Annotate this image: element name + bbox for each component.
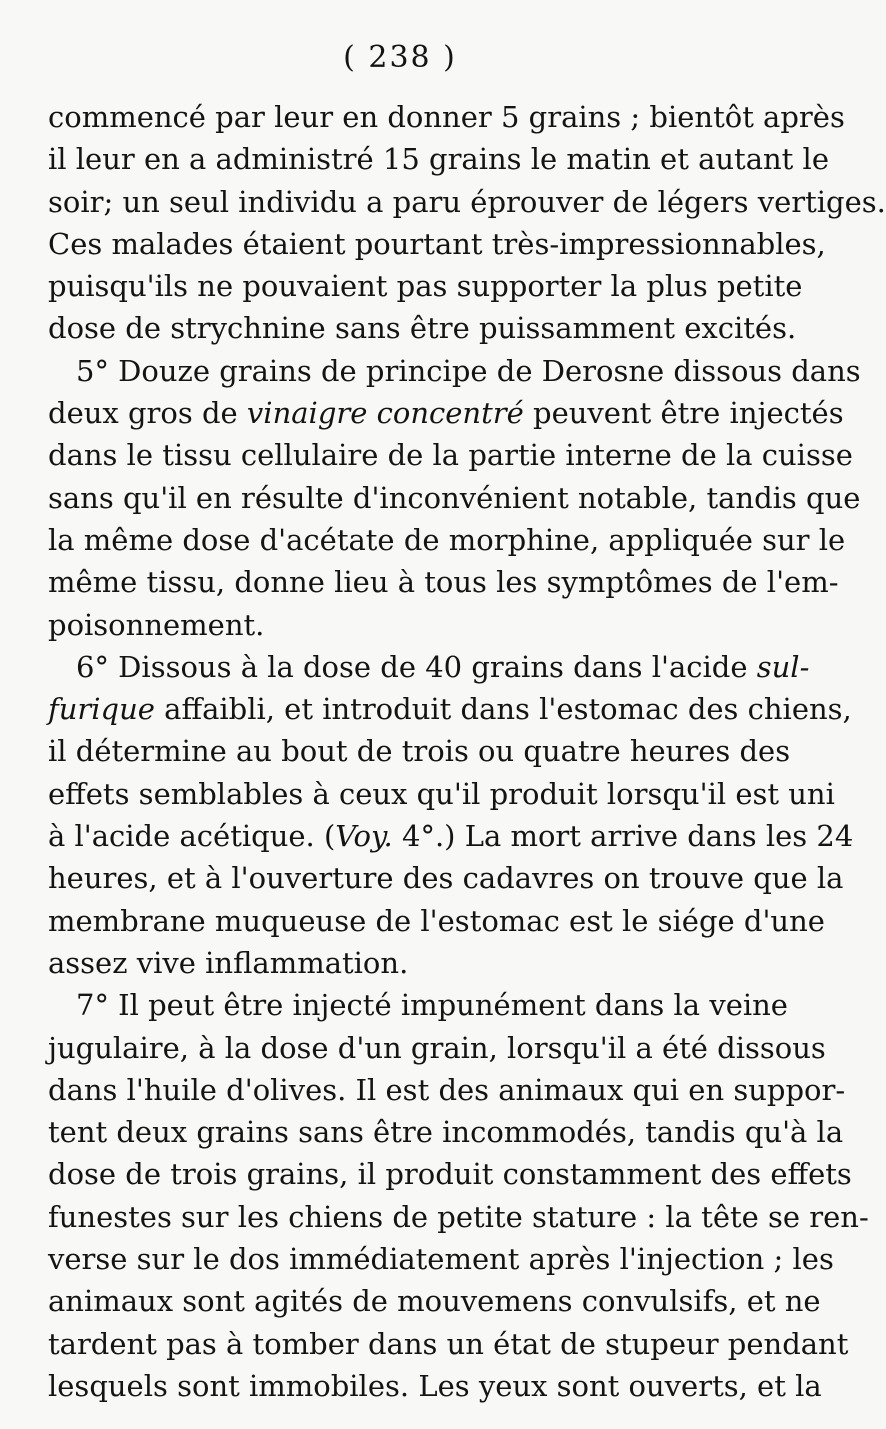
text-line: jugulaire, à la dose d'un grain, lorsqu'il a été dissous — [48, 1030, 826, 1065]
text-fragment: deux gros de — [48, 396, 247, 431]
paragraph-continuation — [48, 96, 886, 350]
text-fragment: 4°.) La mort arrive dans les 24 — [392, 819, 854, 854]
text-line: verse sur le dos immédiatement après l'injection ; les — [48, 1242, 834, 1277]
text-line: la même dose d'acétate de morphine, appliquée sur le — [48, 522, 846, 557]
text-fragment: peuvent être injectés — [523, 396, 844, 431]
paragraph-7 — [48, 984, 869, 1407]
italic-word: furique — [48, 692, 155, 727]
text-line: dans le tissu cellulaire de la partie interne de la cuisse — [48, 438, 853, 473]
text-line: il leur en a administré 15 grains le matin et autant le — [48, 142, 829, 177]
text-line: membrane muqueuse de l'estomac est le siége d'une — [48, 903, 825, 938]
text-line: dose de strychnine sans être puissamment excités. — [48, 311, 797, 346]
paragraph-6 — [48, 646, 854, 984]
text-line — [48, 688, 852, 730]
paragraph-5 — [48, 350, 861, 646]
text-line: animaux sont agités de mouvemens convulsifs, et ne — [48, 1284, 821, 1319]
text-line — [48, 815, 854, 857]
text-line: assez vive inflammation. — [48, 945, 409, 980]
text-line: puisqu'ils ne pouvaient pas supporter la plus petite — [48, 269, 803, 304]
text-fragment: affaibli, et introduit dans l'estomac des chiens, — [154, 692, 852, 727]
text-line: poisonnement. — [48, 607, 265, 642]
body-text — [48, 96, 886, 1407]
text-line: lesquels sont immobiles. Les yeux sont ouverts, et la — [48, 1368, 822, 1403]
text-line: sans qu'il en résulte d'inconvénient notable, tandis que — [48, 480, 861, 515]
text-fragment: 6° Dissous à la dose de 40 grains dans l'acide — [76, 649, 757, 684]
text-line: Ces malades étaient pourtant très-impressionnables, — [48, 226, 826, 261]
italic-phrase: vinaigre concentré — [246, 396, 524, 431]
italic-word: sul- — [756, 649, 810, 684]
text-line: commencé par leur en donner 5 grains ; bientôt après — [48, 100, 845, 134]
text-line — [48, 392, 844, 434]
text-line: tent deux grains sans être incommodés, tandis qu'à la — [48, 1115, 844, 1150]
text-line: tardent pas à tomber dans un état de stupeur pendant — [48, 1326, 849, 1361]
text-line: il détermine au bout de trois ou quatre heures des — [48, 734, 791, 769]
text-line: soir; un seul individu a paru éprouver de légers vertiges. — [48, 184, 886, 219]
text-line: heures, et à l'ouverture des cadavres on trouve que la — [48, 861, 844, 896]
text-line: même tissu, donne lieu à tous les symptômes de l'em- — [48, 565, 839, 600]
text-line: funestes sur les chiens de petite stature : la tête se ren- — [48, 1199, 869, 1234]
text-line: effets semblables à ceux qu'il produit lorsqu'il est uni — [48, 776, 835, 811]
page-number: ( 238 ) — [343, 40, 457, 75]
italic-word: Voy. — [335, 819, 393, 854]
text-line: 5° Douze grains de principe de Derosne dissous dans — [76, 353, 861, 388]
text-line: dans l'huile d'olives. Il est des animaux qui en suppor- — [48, 1072, 846, 1107]
text-line: 7° Il peut être injecté impunément dans la veine — [76, 988, 788, 1023]
text-line: dose de trois grains, il produit constamment des effets — [48, 1157, 852, 1192]
text-line — [48, 646, 810, 688]
text-fragment: à l'acide acétique. ( — [48, 819, 336, 854]
